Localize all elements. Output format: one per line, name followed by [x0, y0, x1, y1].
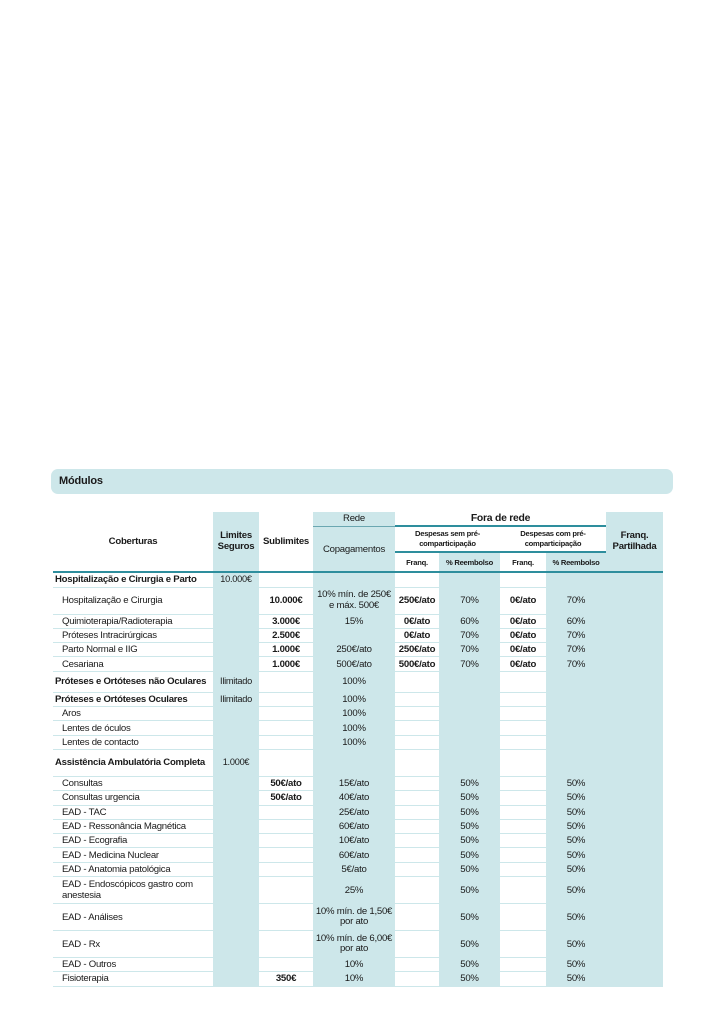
franq-sem-cell [395, 692, 439, 706]
franq-partilhada-cell [606, 643, 663, 657]
limite-cell [213, 721, 259, 735]
franq-com-cell: 0€/ato [500, 657, 546, 671]
reembolso-sem-cell: 50% [439, 848, 500, 862]
reembolso-sem-cell [439, 749, 500, 776]
franq-com-cell [500, 958, 546, 972]
reembolso-com-cell: 50% [546, 904, 606, 931]
table-row [53, 877, 663, 904]
franq-com-cell [500, 877, 546, 904]
table-row [53, 805, 663, 819]
copagamento-cell: 100% [313, 671, 395, 692]
reembolso-com-cell: 50% [546, 848, 606, 862]
franq-partilhada-cell [606, 776, 663, 790]
col-header-coberturas: Coberturas [108, 536, 158, 548]
franq-partilhada-cell [606, 735, 663, 749]
franq-sem-cell [395, 735, 439, 749]
sublimite-cell: 350€ [259, 972, 313, 986]
copagamento-cell: 10% [313, 972, 395, 986]
sublimite-cell [259, 749, 313, 776]
reembolso-com-cell: 50% [546, 834, 606, 848]
col-header-franq-2: Franq. [512, 557, 534, 567]
franq-sem-cell: 250€/ato [395, 587, 439, 614]
reembolso-com-cell: 70% [546, 587, 606, 614]
coverage-label: Quimioterapia/Radioterapia [53, 614, 213, 628]
copagamento-cell: 60€/ato [313, 819, 395, 833]
franq-sem-cell [395, 776, 439, 790]
col-header-sublimites: Sublimites [262, 536, 309, 548]
franq-com-cell: 0€/ato [500, 628, 546, 642]
copagamento-cell [313, 628, 395, 642]
franq-partilhada-cell [606, 958, 663, 972]
franq-com-cell: 0€/ato [500, 643, 546, 657]
limite-cell [213, 904, 259, 931]
limite-cell [213, 614, 259, 628]
table-row [53, 862, 663, 876]
franq-partilhada-cell [606, 848, 663, 862]
reembolso-com-cell: 50% [546, 972, 606, 986]
limite-cell: Ilimitado [213, 671, 259, 692]
reembolso-sem-cell [439, 573, 500, 587]
franq-partilhada-cell [606, 614, 663, 628]
sublimite-cell [259, 877, 313, 904]
table-row [53, 587, 663, 614]
copagamento-cell [313, 573, 395, 587]
franq-partilhada-cell [606, 721, 663, 735]
copagamento-cell: 10€/ato [313, 834, 395, 848]
limite-cell [213, 805, 259, 819]
reembolso-sem-cell: 50% [439, 834, 500, 848]
coverage-label: EAD - Outros [53, 958, 213, 972]
reembolso-com-cell: 50% [546, 958, 606, 972]
sublimite-cell [259, 573, 313, 587]
reembolso-sem-cell [439, 721, 500, 735]
reembolso-com-cell: 50% [546, 862, 606, 876]
table-row [53, 972, 663, 986]
copagamento-cell: 15% [313, 614, 395, 628]
franq-partilhada-cell [606, 972, 663, 986]
table-row [53, 628, 663, 642]
reembolso-sem-cell: 70% [439, 643, 500, 657]
col-header-reembolso-2: % Reembolso [546, 552, 606, 571]
reembolso-sem-cell [439, 735, 500, 749]
table-row [53, 735, 663, 749]
limite-cell [213, 707, 259, 721]
copagamento-cell: 60€/ato [313, 848, 395, 862]
col-header-despesas-com: Despesas com pré-comparticipação [500, 526, 606, 552]
limite-cell [213, 628, 259, 642]
reembolso-com-cell [546, 749, 606, 776]
franq-com-cell [500, 749, 546, 776]
franq-sem-cell: 0€/ato [395, 628, 439, 642]
reembolso-com-cell [546, 692, 606, 706]
franq-sem-cell [395, 862, 439, 876]
franq-com-cell [500, 972, 546, 986]
copagamento-cell: 100% [313, 735, 395, 749]
copagamento-cell: 500€/ato [313, 657, 395, 671]
coverage-table [53, 512, 663, 987]
coverage-label: Aros [53, 707, 213, 721]
table-row [53, 614, 663, 628]
coverage-label: EAD - Anatomia patológica [53, 862, 213, 876]
franq-com-cell: 0€/ato [500, 587, 546, 614]
franq-com-cell: 0€/ato [500, 614, 546, 628]
limite-cell [213, 848, 259, 862]
copagamento-cell: 10% mín. de 250€ e máx. 500€ [313, 587, 395, 614]
sublimite-cell [259, 931, 313, 958]
limite-cell [213, 735, 259, 749]
reembolso-sem-cell [439, 671, 500, 692]
table-row [53, 692, 663, 706]
franq-sem-cell: 500€/ato [395, 657, 439, 671]
table-row [53, 657, 663, 671]
coverage-label: EAD - Ressonância Magnética [53, 819, 213, 833]
franq-sem-cell [395, 819, 439, 833]
limite-cell [213, 958, 259, 972]
sublimite-cell [259, 819, 313, 833]
reembolso-sem-cell: 50% [439, 805, 500, 819]
reembolso-sem-cell: 50% [439, 931, 500, 958]
coverage-label: EAD - Rx [53, 931, 213, 958]
sublimite-cell [259, 958, 313, 972]
table-row [53, 776, 663, 790]
limite-cell [213, 834, 259, 848]
sublimite-cell [259, 707, 313, 721]
coverage-label: Assistência Ambulatória Completa [53, 749, 213, 776]
franq-com-cell [500, 791, 546, 805]
franq-com-cell [500, 904, 546, 931]
copagamento-cell: 10% mín. de 6,00€ por ato [313, 931, 395, 958]
col-header-copagamentos: Copagamentos [313, 526, 395, 571]
franq-sem-cell [395, 904, 439, 931]
reembolso-sem-cell: 50% [439, 791, 500, 805]
franq-sem-cell [395, 834, 439, 848]
copagamento-cell: 25€/ato [313, 805, 395, 819]
franq-sem-cell [395, 958, 439, 972]
section-title: Módulos [59, 475, 103, 487]
coverage-label: Fisioterapia [53, 972, 213, 986]
franq-com-cell [500, 692, 546, 706]
franq-sem-cell [395, 805, 439, 819]
franq-sem-cell [395, 972, 439, 986]
franq-com-cell [500, 805, 546, 819]
franq-com-cell [500, 819, 546, 833]
copagamento-cell: 10% [313, 958, 395, 972]
coverage-label: Lentes de óculos [53, 721, 213, 735]
header-row-1 [53, 512, 663, 526]
coverage-label: Próteses Intracirúrgicas [53, 628, 213, 642]
coverage-label: EAD - Análises [53, 904, 213, 931]
coverage-label: Lentes de contacto [53, 735, 213, 749]
franq-sem-cell: 0€/ato [395, 614, 439, 628]
sublimite-cell: 2.500€ [259, 628, 313, 642]
col-header-rede: Rede [313, 512, 395, 526]
sublimite-cell [259, 692, 313, 706]
coverage-label: Próteses e Ortóteses Oculares [53, 692, 213, 706]
limite-cell: 10.000€ [213, 573, 259, 587]
reembolso-sem-cell: 60% [439, 614, 500, 628]
table-row [53, 749, 663, 776]
col-header-despesas-sem: Despesas sem pré-comparticipação [395, 526, 500, 552]
franq-partilhada-cell [606, 904, 663, 931]
sublimite-cell: 50€/ato [259, 776, 313, 790]
copagamento-cell: 100% [313, 692, 395, 706]
coverage-label: EAD - Ecografia [53, 834, 213, 848]
sublimite-cell: 50€/ato [259, 791, 313, 805]
limite-cell [213, 643, 259, 657]
reembolso-com-cell [546, 573, 606, 587]
table-row [53, 721, 663, 735]
franq-com-cell [500, 707, 546, 721]
table-row [53, 848, 663, 862]
reembolso-sem-cell: 50% [439, 776, 500, 790]
franq-com-cell [500, 931, 546, 958]
reembolso-com-cell [546, 721, 606, 735]
reembolso-com-cell: 60% [546, 614, 606, 628]
copagamento-cell: 25% [313, 877, 395, 904]
franq-partilhada-cell [606, 657, 663, 671]
limite-cell [213, 972, 259, 986]
franq-partilhada-cell [606, 587, 663, 614]
reembolso-sem-cell: 70% [439, 628, 500, 642]
coverage-label: Consultas [53, 776, 213, 790]
franq-sem-cell [395, 721, 439, 735]
reembolso-sem-cell [439, 692, 500, 706]
sublimite-cell [259, 735, 313, 749]
sublimite-cell: 1.000€ [259, 643, 313, 657]
col-header-franq-1: Franq. [406, 557, 428, 567]
sublimite-cell: 10.000€ [259, 587, 313, 614]
reembolso-com-cell [546, 707, 606, 721]
coverage-label: Hospitalização e Cirurgia [53, 587, 213, 614]
reembolso-com-cell: 50% [546, 931, 606, 958]
limite-cell [213, 877, 259, 904]
reembolso-com-cell: 50% [546, 819, 606, 833]
franq-com-cell [500, 735, 546, 749]
sublimite-cell: 1.000€ [259, 657, 313, 671]
copagamento-cell: 40€/ato [313, 791, 395, 805]
col-header-fora-de-rede: Fora de rede [395, 512, 606, 526]
limite-cell [213, 776, 259, 790]
franq-partilhada-cell [606, 931, 663, 958]
limite-cell [213, 791, 259, 805]
copagamento-cell: 5€/ato [313, 862, 395, 876]
franq-sem-cell [395, 749, 439, 776]
copagamento-cell: 100% [313, 707, 395, 721]
copagamento-cell [313, 749, 395, 776]
franq-partilhada-cell [606, 749, 663, 776]
sublimite-cell [259, 834, 313, 848]
reembolso-sem-cell [439, 707, 500, 721]
franq-sem-cell [395, 671, 439, 692]
sublimite-cell [259, 805, 313, 819]
reembolso-com-cell: 70% [546, 643, 606, 657]
reembolso-sem-cell: 50% [439, 972, 500, 986]
sublimite-cell [259, 848, 313, 862]
coverage-label: Cesariana [53, 657, 213, 671]
table-row [53, 573, 663, 587]
reembolso-com-cell [546, 671, 606, 692]
franq-sem-cell [395, 707, 439, 721]
franq-sem-cell: 250€/ato [395, 643, 439, 657]
franq-com-cell [500, 834, 546, 848]
reembolso-sem-cell: 50% [439, 904, 500, 931]
franq-sem-cell [395, 573, 439, 587]
limite-cell [213, 819, 259, 833]
coverage-label: EAD - Medicina Nuclear [53, 848, 213, 862]
copagamento-cell: 250€/ato [313, 643, 395, 657]
sublimite-cell [259, 862, 313, 876]
table-row [53, 904, 663, 931]
reembolso-com-cell: 70% [546, 628, 606, 642]
franq-partilhada-cell [606, 628, 663, 642]
reembolso-sem-cell: 50% [439, 862, 500, 876]
table-row [53, 643, 663, 657]
reembolso-sem-cell: 70% [439, 587, 500, 614]
reembolso-com-cell: 50% [546, 805, 606, 819]
franq-partilhada-cell [606, 819, 663, 833]
franq-com-cell [500, 848, 546, 862]
table-row [53, 707, 663, 721]
limite-cell [213, 931, 259, 958]
table-row [53, 819, 663, 833]
franq-partilhada-cell [606, 692, 663, 706]
sublimite-cell [259, 671, 313, 692]
reembolso-com-cell: 50% [546, 776, 606, 790]
col-header-reembolso-1: % Reembolso [439, 552, 500, 571]
copagamento-cell: 15€/ato [313, 776, 395, 790]
table-row [53, 958, 663, 972]
limite-cell [213, 657, 259, 671]
franq-partilhada-cell [606, 671, 663, 692]
franq-com-cell [500, 721, 546, 735]
franq-com-cell [500, 573, 546, 587]
franq-partilhada-cell [606, 834, 663, 848]
franq-sem-cell [395, 931, 439, 958]
reembolso-sem-cell: 70% [439, 657, 500, 671]
franq-partilhada-cell [606, 805, 663, 819]
table-row [53, 671, 663, 692]
limite-cell [213, 862, 259, 876]
franq-partilhada-cell [606, 707, 663, 721]
coverage-label: EAD - TAC [53, 805, 213, 819]
table-row [53, 834, 663, 848]
coverage-label: Consultas urgencia [53, 791, 213, 805]
coverage-label: Parto Normal e IIG [53, 643, 213, 657]
franq-com-cell [500, 671, 546, 692]
franq-partilhada-cell [606, 573, 663, 587]
reembolso-com-cell: 70% [546, 657, 606, 671]
franq-partilhada-cell [606, 791, 663, 805]
sublimite-cell [259, 904, 313, 931]
sublimite-cell [259, 721, 313, 735]
franq-partilhada-cell [606, 877, 663, 904]
reembolso-com-cell [546, 735, 606, 749]
franq-com-cell [500, 862, 546, 876]
col-header-limites: Limites Seguros [213, 512, 259, 571]
reembolso-sem-cell: 50% [439, 819, 500, 833]
coverage-label: Próteses e Ortóteses não Oculares [53, 671, 213, 692]
table-row [53, 931, 663, 958]
sublimite-cell: 3.000€ [259, 614, 313, 628]
col-header-franq-partilhada: Franq. Partilhada [606, 512, 663, 571]
franq-sem-cell [395, 791, 439, 805]
limite-cell [213, 587, 259, 614]
franq-com-cell [500, 776, 546, 790]
reembolso-sem-cell: 50% [439, 877, 500, 904]
limite-cell: Ilimitado [213, 692, 259, 706]
coverage-label: EAD - Endoscópicos gastro com anestesia [53, 877, 213, 904]
copagamento-cell: 100% [313, 721, 395, 735]
franq-sem-cell [395, 848, 439, 862]
franq-partilhada-cell [606, 862, 663, 876]
reembolso-com-cell: 50% [546, 791, 606, 805]
section-header [51, 469, 673, 494]
franq-sem-cell [395, 877, 439, 904]
reembolso-sem-cell: 50% [439, 958, 500, 972]
coverage-table-body [53, 512, 663, 986]
coverage-label: Hospitalização e Cirurgia e Parto [53, 573, 213, 587]
table-row [53, 791, 663, 805]
reembolso-com-cell: 50% [546, 877, 606, 904]
limite-cell: 1.000€ [213, 749, 259, 776]
copagamento-cell: 10% mín. de 1,50€ por ato [313, 904, 395, 931]
